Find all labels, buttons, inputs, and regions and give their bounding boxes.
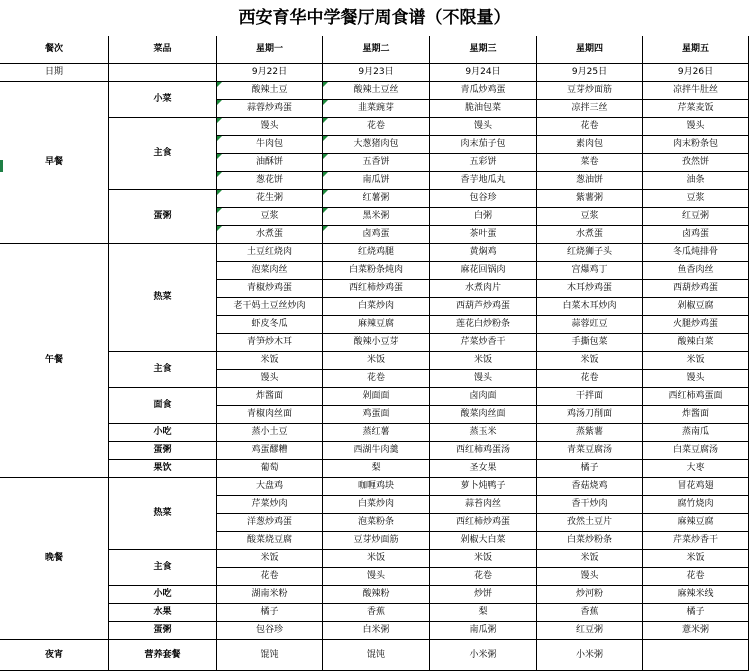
menu-item: 青瓜炒鸡蛋 xyxy=(430,82,537,100)
menu-item: 鸡蛋醪糟 xyxy=(217,442,323,460)
menu-item: 麻辣豆腐 xyxy=(643,514,749,532)
menu-item: 素肉包 xyxy=(537,136,643,154)
menu-item: 蒜蓉豇豆 xyxy=(537,316,643,334)
menu-item: 花卷 xyxy=(537,370,643,388)
menu-item: 花卷 xyxy=(430,568,537,586)
date-cell: 9月24日 xyxy=(430,64,537,82)
menu-item: 包谷珍 xyxy=(430,190,537,208)
comment-marker-icon xyxy=(217,154,222,159)
menu-item: 南瓜粥 xyxy=(430,622,537,640)
menu-item: 炒河粉 xyxy=(537,586,643,604)
date-label: 日期 xyxy=(0,64,109,82)
menu-item: 红烧鸡腿 xyxy=(323,244,430,262)
menu-item: 米饭 xyxy=(537,352,643,370)
menu-item: 青笋炒木耳 xyxy=(217,334,323,352)
header-day: 星期一 xyxy=(217,36,323,64)
menu-item: 橘子 xyxy=(643,604,749,622)
menu-item: 水煮蛋 xyxy=(217,226,323,244)
menu-item: 炒饼 xyxy=(430,586,537,604)
comment-marker-icon xyxy=(217,100,222,105)
menu-item: 蒸紫薯 xyxy=(537,424,643,442)
menu-item: 干拌面 xyxy=(537,388,643,406)
comment-marker-icon xyxy=(323,154,328,159)
menu-item: 牛肉包 xyxy=(217,136,323,154)
menu-item: 花卷 xyxy=(537,118,643,136)
comment-marker-icon xyxy=(217,118,222,123)
menu-item: 手撕包菜 xyxy=(537,334,643,352)
menu-item: 炸酱面 xyxy=(217,388,323,406)
date-cell: 9月23日 xyxy=(323,64,430,82)
category-lunch-fruit: 果饮 xyxy=(109,460,217,478)
menu-item: 橘子 xyxy=(537,460,643,478)
menu-item: 南瓜饼 xyxy=(323,172,430,190)
menu-item: 卤鸡蛋 xyxy=(643,226,749,244)
menu-item: 馄饨 xyxy=(323,640,430,671)
menu-item: 凉拌牛肚丝 xyxy=(643,82,749,100)
menu-item: 葱油饼 xyxy=(537,172,643,190)
menu-item: 虾皮冬瓜 xyxy=(217,316,323,334)
menu-item: 五彩饼 xyxy=(430,154,537,172)
category-dinner-staple: 主食 xyxy=(109,550,217,586)
menu-item: 芹菜炒香干 xyxy=(643,532,749,550)
menu-item: 薏米粥 xyxy=(643,622,749,640)
menu-item: 芹菜炒香干 xyxy=(430,334,537,352)
header-day: 星期二 xyxy=(323,36,430,64)
menu-item: 小米粥 xyxy=(430,640,537,671)
menu-item: 白米粥 xyxy=(323,622,430,640)
meal-lunch: 午餐 xyxy=(0,244,109,478)
header-day: 星期三 xyxy=(430,36,537,64)
comment-marker-icon xyxy=(217,190,222,195)
date-cell: 9月26日 xyxy=(643,64,749,82)
date-category-blank xyxy=(109,64,217,82)
menu-item: 五香饼 xyxy=(323,154,430,172)
menu-item: 土豆红烧肉 xyxy=(217,244,323,262)
menu-item: 咖喱鸡块 xyxy=(323,478,430,496)
comment-marker-icon xyxy=(217,226,222,231)
menu-item: 蒜苔肉丝 xyxy=(430,496,537,514)
comment-marker-icon xyxy=(217,82,222,87)
meal-night: 夜宵 xyxy=(0,640,109,671)
menu-item: 花生粥 xyxy=(217,190,323,208)
menu-item: 豆芽炒面筋 xyxy=(537,82,643,100)
menu-item: 馒头 xyxy=(430,370,537,388)
menu-item: 酸菜肉丝面 xyxy=(430,406,537,424)
menu-item: 红烧狮子头 xyxy=(537,244,643,262)
menu-item: 葡萄 xyxy=(217,460,323,478)
menu-item: 红薯粥 xyxy=(323,190,430,208)
menu-item: 红豆粥 xyxy=(537,622,643,640)
menu-item: 葱花饼 xyxy=(217,172,323,190)
menu-item: 炸酱面 xyxy=(643,406,749,424)
menu-item: 酸辣土豆 xyxy=(217,82,323,100)
menu-item: 蒸南瓜 xyxy=(643,424,749,442)
comment-marker-icon xyxy=(323,190,328,195)
menu-item: 西红柿炒鸡蛋 xyxy=(323,280,430,298)
menu-item: 香蕉 xyxy=(537,604,643,622)
date-cell: 9月22日 xyxy=(217,64,323,82)
menu-item: 米饭 xyxy=(430,352,537,370)
menu-item: 青椒肉丝面 xyxy=(217,406,323,424)
menu-item: 大盘鸡 xyxy=(217,478,323,496)
menu-item: 油条 xyxy=(643,172,749,190)
menu-item: 泡菜粉条 xyxy=(323,514,430,532)
menu-item: 米饭 xyxy=(217,550,323,568)
menu-item: 米饭 xyxy=(323,352,430,370)
category-breakfast-porridge: 蛋粥 xyxy=(109,190,217,244)
menu-item: 白菜炒肉 xyxy=(323,496,430,514)
menu-item: 蒜蓉炒鸡蛋 xyxy=(217,100,323,118)
menu-item: 香蕉 xyxy=(323,604,430,622)
comment-marker-icon xyxy=(217,136,222,141)
menu-item: 酸辣粉 xyxy=(323,586,430,604)
menu-item: 肉末茄子包 xyxy=(430,136,537,154)
menu-item: 梨 xyxy=(323,460,430,478)
date-cell: 9月25日 xyxy=(537,64,643,82)
header-meal: 餐次 xyxy=(0,36,109,64)
header-category: 菜品 xyxy=(109,36,217,64)
category-lunch-soup: 蛋粥 xyxy=(109,442,217,460)
menu-item: 鱼香肉丝 xyxy=(643,262,749,280)
menu-item: 西红柿鸡蛋汤 xyxy=(430,442,537,460)
menu-item: 馒头 xyxy=(537,568,643,586)
menu-item: 馄饨 xyxy=(217,640,323,671)
menu-item: 白菜炒肉 xyxy=(323,298,430,316)
menu-item: 西葫芦炒鸡蛋 xyxy=(430,298,537,316)
category-lunch-hot: 热菜 xyxy=(109,244,217,352)
menu-item: 孜然土豆片 xyxy=(537,514,643,532)
menu-item: 酸辣土豆丝 xyxy=(323,82,430,100)
category-dinner-fruit: 水果 xyxy=(109,604,217,622)
menu-item: 西葫炒鸡蛋 xyxy=(643,280,749,298)
menu-item: 洋葱炒鸡蛋 xyxy=(217,514,323,532)
menu-item: 肉末粉条包 xyxy=(643,136,749,154)
menu-item: 老干妈土豆丝炒肉 xyxy=(217,298,323,316)
meal-breakfast: 早餐 xyxy=(0,82,109,244)
comment-marker-icon xyxy=(217,208,222,213)
menu-item: 凉拌三丝 xyxy=(537,100,643,118)
menu-item: 黄焖鸡 xyxy=(430,244,537,262)
menu-item: 剁椒豆腐 xyxy=(643,298,749,316)
menu-item: 菜卷 xyxy=(537,154,643,172)
menu-item: 冒花鸡翅 xyxy=(643,478,749,496)
menu-item: 酸辣小豆芽 xyxy=(323,334,430,352)
menu-item: 花卷 xyxy=(323,370,430,388)
menu-item: 莲花白炒粉条 xyxy=(430,316,537,334)
menu-item: 梨 xyxy=(430,604,537,622)
menu-item: 酸辣白菜 xyxy=(643,334,749,352)
menu-item: 豆浆 xyxy=(217,208,323,226)
menu-item: 豆芽炒面筋 xyxy=(323,532,430,550)
category-dinner-snack: 小吃 xyxy=(109,586,217,604)
menu-item: 紫薯粥 xyxy=(537,190,643,208)
menu-item: 芹菜炒肉 xyxy=(217,496,323,514)
menu-item: 花卷 xyxy=(217,568,323,586)
category-lunch-snack: 小吃 xyxy=(109,424,217,442)
category-dinner-porridge: 蛋粥 xyxy=(109,622,217,640)
comment-marker-icon xyxy=(323,172,328,177)
comment-marker-icon xyxy=(323,136,328,141)
menu-item: 豆浆 xyxy=(537,208,643,226)
menu-item: 馒头 xyxy=(643,370,749,388)
menu-item: 馒头 xyxy=(217,370,323,388)
menu-item: 火腿炒鸡蛋 xyxy=(643,316,749,334)
menu-item: 鸡蛋面 xyxy=(323,406,430,424)
menu-item: 黑米粥 xyxy=(323,208,430,226)
menu-item: 蒸小土豆 xyxy=(217,424,323,442)
menu-item: 馒头 xyxy=(430,118,537,136)
menu-item: 水煮蛋 xyxy=(537,226,643,244)
menu-item: 脆油包菜 xyxy=(430,100,537,118)
menu-item: 西红柿鸡蛋面 xyxy=(643,388,749,406)
menu-item: 白菜炒粉条 xyxy=(537,532,643,550)
menu-item: 香干炒肉 xyxy=(537,496,643,514)
menu-item: 湖南米粉 xyxy=(217,586,323,604)
menu-item: 蒸玉米 xyxy=(430,424,537,442)
menu-item: 馒头 xyxy=(643,118,749,136)
menu-item xyxy=(643,640,749,671)
weekly-menu-table xyxy=(0,36,749,671)
menu-item: 大枣 xyxy=(643,460,749,478)
menu-item: 红豆粥 xyxy=(643,208,749,226)
menu-item: 馒头 xyxy=(323,568,430,586)
menu-item: 白粥 xyxy=(430,208,537,226)
menu-item: 香菇烧鸡 xyxy=(537,478,643,496)
comment-marker-icon xyxy=(323,100,328,105)
menu-item: 小米粥 xyxy=(537,640,643,671)
menu-item: 卤鸡蛋 xyxy=(323,226,430,244)
category-breakfast-staple: 主食 xyxy=(109,118,217,190)
menu-item: 青椒炒鸡蛋 xyxy=(217,280,323,298)
menu-item: 米饭 xyxy=(537,550,643,568)
menu-item: 蒸红薯 xyxy=(323,424,430,442)
menu-item: 橘子 xyxy=(217,604,323,622)
menu-item: 米饭 xyxy=(643,550,749,568)
menu-item: 青菜豆腐汤 xyxy=(537,442,643,460)
menu-item: 米饭 xyxy=(643,352,749,370)
menu-item: 水煮肉片 xyxy=(430,280,537,298)
row-selection-marker xyxy=(0,160,3,172)
category-night-items: 营养套餐 xyxy=(109,640,217,671)
menu-item: 油酥饼 xyxy=(217,154,323,172)
comment-marker-icon xyxy=(217,172,222,177)
comment-marker-icon xyxy=(323,118,328,123)
category-breakfast-side: 小菜 xyxy=(109,82,217,118)
header-day: 星期五 xyxy=(643,36,749,64)
menu-item: 白菜木耳炒肉 xyxy=(537,298,643,316)
menu-item: 西湖牛肉羹 xyxy=(323,442,430,460)
comment-marker-icon xyxy=(323,82,328,87)
menu-item: 泡菜肉丝 xyxy=(217,262,323,280)
meal-dinner: 晚餐 xyxy=(0,478,109,640)
menu-item: 宫爆鸡丁 xyxy=(537,262,643,280)
menu-item: 米饭 xyxy=(217,352,323,370)
header-day: 星期四 xyxy=(537,36,643,64)
menu-item: 花卷 xyxy=(643,568,749,586)
menu-item: 茶叶蛋 xyxy=(430,226,537,244)
menu-item: 麻辣豆腐 xyxy=(323,316,430,334)
menu-item: 孜然饼 xyxy=(643,154,749,172)
menu-item: 韭菜豌芽 xyxy=(323,100,430,118)
menu-item: 酸菜烧豆腐 xyxy=(217,532,323,550)
menu-item: 麻花回锅肉 xyxy=(430,262,537,280)
menu-item: 大葱猪肉包 xyxy=(323,136,430,154)
menu-item: 白菜粉条炖肉 xyxy=(323,262,430,280)
menu-item: 芹菜麦饭 xyxy=(643,100,749,118)
category-lunch-noodle: 面食 xyxy=(109,388,217,424)
menu-item: 剁面面 xyxy=(323,388,430,406)
menu-item: 鸡汤刀削面 xyxy=(537,406,643,424)
category-dinner-hot: 热菜 xyxy=(109,478,217,550)
menu-item: 豆浆 xyxy=(643,190,749,208)
menu-item: 剁椒大白菜 xyxy=(430,532,537,550)
menu-item: 西红柿炒鸡蛋 xyxy=(430,514,537,532)
menu-item: 木耳炒鸡蛋 xyxy=(537,280,643,298)
menu-item: 腐竹烧肉 xyxy=(643,496,749,514)
menu-item: 冬瓜炖排骨 xyxy=(643,244,749,262)
menu-item: 米饭 xyxy=(323,550,430,568)
category-lunch-staple: 主食 xyxy=(109,352,217,388)
menu-item: 米饭 xyxy=(430,550,537,568)
menu-title: 西安育华中学餐厅周食谱（不限量） xyxy=(238,8,511,28)
menu-item: 白菜豆腐汤 xyxy=(643,442,749,460)
menu-item: 花卷 xyxy=(323,118,430,136)
menu-item: 圣女果 xyxy=(430,460,537,478)
menu-item: 香芋地瓜丸 xyxy=(430,172,537,190)
comment-marker-icon xyxy=(323,208,328,213)
menu-item: 麻辣米线 xyxy=(643,586,749,604)
menu-item: 馒头 xyxy=(217,118,323,136)
menu-item: 卤肉面 xyxy=(430,388,537,406)
menu-item: 包谷珍 xyxy=(217,622,323,640)
menu-item: 萝卜炖鸭子 xyxy=(430,478,537,496)
comment-marker-icon xyxy=(323,226,328,231)
